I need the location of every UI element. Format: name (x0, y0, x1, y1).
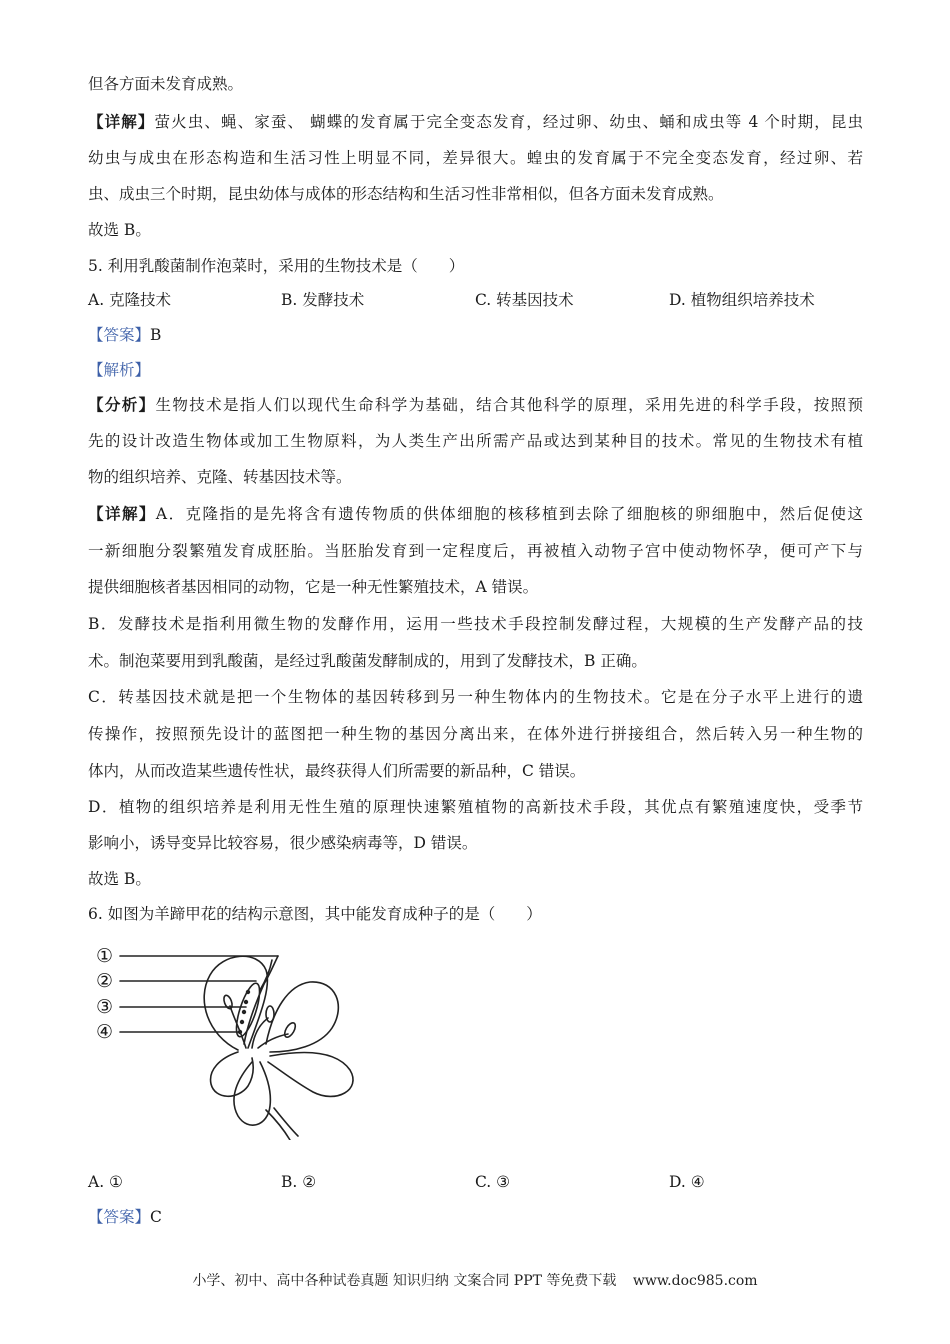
text-line: 虫、成虫三个时期，昆虫幼体与成体的形态结构和生活习性非常相似，但各方面未发育成熟。 (88, 185, 724, 203)
detail-tag: 【详解】 (88, 112, 155, 131)
label-1: ① (96, 945, 114, 967)
text-line: B．发酵技术是指利用微生物的发酵作用，运用一些技术手段控制发酵过程，大规模的生产发酵产品的技 (88, 615, 863, 633)
option-b: B. 发酵技术 (281, 291, 365, 309)
detail-tag: 【详解】 (88, 504, 156, 523)
option-c: C. ③ (475, 1173, 511, 1191)
text-line: 【详解】萤火虫、蝇、家蚕、 蝴蝶的发育属于完全变态发育，经过卵、幼虫、蛹和成虫等 4 个时期，昆虫 (88, 112, 863, 131)
text-line: 但各方面未发育成熟。 (88, 75, 244, 93)
text-line: 提供细胞核者基因相同的动物，它是一种无性繁殖技术，A 错误。 (88, 578, 539, 596)
text-line: 故选 B。 (88, 870, 151, 888)
label-4: ④ (96, 1021, 114, 1043)
label-2: ② (96, 970, 114, 992)
question-5: 5. 利用乳酸菌制作泡菜时，采用的生物技术是（ ） (88, 257, 465, 275)
footer-text: 小学、初中、高中各种试卷真题 知识归纳 文案合同 PPT 等免费下载 (192, 1273, 617, 1289)
option-c: C. 转基因技术 (475, 291, 574, 309)
text-line: 【分析】生物技术是指人们以现代生命科学为基础，结合其他科学的原理，采用先进的科学手段，按照预 (88, 395, 863, 414)
label-3: ③ (96, 996, 114, 1018)
text-line: C．转基因技术就是把一个生物体的基因转移到另一种生物体内的生物技术。它是在分子水平上进行的遗 (88, 688, 863, 706)
option-b: B. ② (281, 1173, 317, 1191)
analysis-tag: 【解析】 (88, 361, 151, 379)
text-line: 幼虫与成虫在形态构造和生活习性上明显不同，差异很大。蝗虫的发育属于不完全变态发育，经过卵、若 (88, 149, 863, 167)
footer-link[interactable]: www.doc985.com (632, 1273, 758, 1289)
option-a: A. 克隆技术 (88, 291, 172, 309)
flower-diagram (88, 940, 368, 1140)
text-line: 一新细胞分裂繁殖发育成胚胎。当胚胎发育到一定程度后，再被植入动物子宫中使动物怀孕，便可产下与 (88, 542, 863, 560)
answer-line: 【答案】C (88, 1208, 162, 1226)
text-line: 体内，从而改造某些遗传性状，最终获得人们所需要的新品种，C 错误。 (88, 762, 586, 780)
text-line: 术。制泡菜要用到乳酸菌，是经过乳酸菌发酵制成的，用到了发酵技术，B 正确。 (88, 652, 647, 670)
text-line: 【详解】A．克隆指的是先将含有遗传物质的供体细胞的核移植到去除了细胞核的卵细胞中，然后促使这 (88, 504, 863, 523)
answer-line: 【答案】B (88, 326, 162, 344)
analysis-label: 【分析】 (88, 395, 156, 414)
text-line: D．植物的组织培养是利用无性生殖的原理快速繁殖植物的高新技术手段，其优点有繁殖速度快，受季节 (88, 798, 863, 816)
option-a: A. ① (88, 1173, 123, 1191)
footer (0, 1270, 950, 1290)
text-line: 传操作，按照预先设计的蓝图把一种生物的基因分离出来，在体外进行拼接组合，然后转入另一种生物的 (88, 725, 863, 743)
answer-tag: 【答案】 (88, 326, 151, 344)
text-line: 先的设计改造生物体或加工生物原料，为人类生产出所需产品或达到某种目的技术。常见的生物技术有植 (88, 432, 863, 450)
flower-drawing (88, 940, 368, 1140)
text-line: 故选 B。 (88, 221, 151, 239)
text-line: 物的组织培养、克隆、转基因技术等。 (88, 468, 352, 486)
question-6: 6. 如图为羊蹄甲花的结构示意图，其中能发育成种子的是（ ） (88, 905, 542, 923)
option-d: D. 植物组织培养技术 (669, 291, 815, 309)
option-d: D. ④ (669, 1173, 705, 1191)
answer-tag: 【答案】 (88, 1208, 151, 1226)
text-line: 影响小，诱导变异比较容易，很少感染病毒等，D 错误。 (88, 834, 478, 852)
